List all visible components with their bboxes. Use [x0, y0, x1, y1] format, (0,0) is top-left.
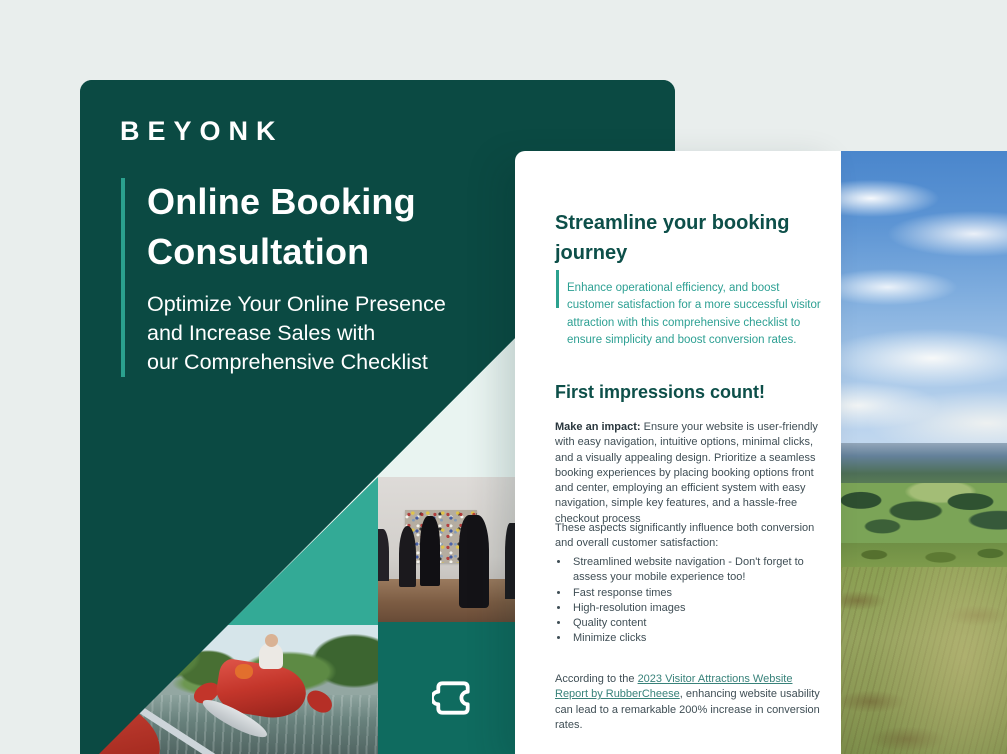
list-item: • High-resolution images — [570, 601, 832, 616]
cover-title-line-1: Online Booking — [147, 181, 416, 222]
list-item: • Streamlined website navigation - Don't forget to assess your mobile experience too! — [570, 555, 832, 586]
cover-subtitle-line-2: and Increase Sales with — [147, 321, 376, 345]
cover-title-line-2: Consultation — [147, 231, 370, 272]
checklist-page — [515, 151, 841, 754]
list-item: • Fast response times — [570, 586, 832, 601]
bracken-band — [841, 543, 1007, 569]
section-heading: First impressions count! — [555, 381, 766, 402]
make-impact-paragraph — [555, 420, 831, 527]
beyonk-logo: BEYONK — [120, 116, 284, 146]
cover-subtitle-line-3: our Comprehensive Checklist — [147, 350, 428, 374]
aspects-list — [558, 555, 832, 647]
countryside-photo — [841, 151, 1007, 754]
grassy-footpath-foreground — [841, 567, 1007, 754]
title-accent-bar — [121, 178, 125, 377]
make-impact-label: Make an impact: — [555, 421, 641, 433]
cover-subtitle — [147, 290, 446, 377]
aspects-intro-paragraph: These aspects significantly influence both conversion and overall customer satisfaction: — [555, 522, 815, 550]
cover-title — [147, 177, 416, 277]
list-item: • Minimize clicks — [570, 631, 832, 646]
citation-suffix: , enhancing website usability can lead to a remarkable 200% increase in conversion rates. — [555, 688, 820, 731]
cover-subtitle-line-1: Optimize Your Online Presence — [147, 292, 446, 316]
citation-prefix: According to the — [555, 673, 638, 685]
intro-quote: Enhance operational efficiency, and boost customer satisfaction for a more successful visitor attraction with this comprehensive checklist to ensure simplicity and boost conversion rates. — [567, 281, 821, 346]
citation-paragraph — [555, 672, 827, 733]
list-item: • Quality content — [570, 616, 832, 631]
sky-with-clouds — [841, 151, 1007, 447]
valley-fields-and-trees — [841, 483, 1007, 545]
report-link[interactable]: 2023 Visitor Attractions Website Report by RubberCheese — [555, 673, 793, 701]
page-heading: Streamline your booking journey — [555, 212, 790, 265]
quote-accent-bar — [556, 270, 559, 308]
make-impact-text: Ensure your website is user-friendly with easy navigation, intuitive options, minimal clicks, and a visually appealing design. Prioritize a seamless booking experiences by placing booking options front and center, employing an efficient system with easy navigation, simple key features, and a hassle-free checkout process — [555, 421, 818, 525]
